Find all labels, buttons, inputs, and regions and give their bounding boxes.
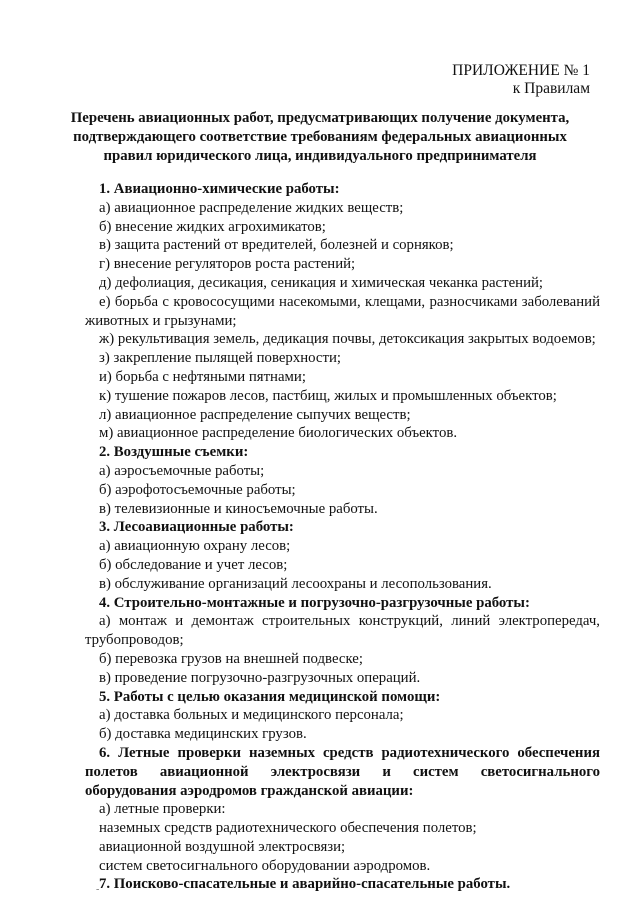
list-item: б) обследование и учет лесов;	[99, 556, 288, 573]
list-item: и) борьба с нефтяными пятнами;	[99, 368, 306, 385]
list-item: в) обслуживание организаций лесоохраны и лесопользования.	[99, 575, 492, 592]
list-item: б) внесение жидких агрохимикатов;	[99, 218, 326, 235]
list-item: систем светосигнального оборудовании аэродромов.	[99, 857, 431, 874]
section-heading-2: 2. Воздушные съемки:	[99, 444, 249, 461]
list-item: з) закрепление пылящей поверхности;	[99, 350, 341, 367]
document-body	[85, 180, 600, 894]
list-item: а) авиационное распределение жидких веществ;	[99, 199, 404, 216]
list-item: в) защита растений от вредителей, болезней и сорняков;	[99, 237, 454, 254]
list-item: б) перевозка грузов на внешней подвеске;	[99, 650, 363, 667]
list-item: б) аэрофотосъемочные работы;	[99, 481, 296, 498]
list-item: в) телевизионные и киносъемочные работы.	[99, 500, 378, 517]
section-heading-5: 5. Работы с целью оказания медицинской помощи:	[99, 688, 441, 705]
list-item: к) тушение пожаров лесов, пастбищ, жилых и промышленных объектов;	[99, 387, 557, 404]
section-heading-7: 7. Поисково-спасательные и аварийно-спасательные работы.	[99, 876, 511, 893]
annex-header	[452, 62, 590, 98]
list-item: а) доставка больных и медицинского персонала;	[99, 707, 404, 724]
section-heading-1: 1. Авиационно-химические работы:	[99, 181, 340, 197]
list-item: е) борьба с кровососущими насекомыми, клещами, разносчиками заболеваний животных и грызунами;	[85, 293, 600, 329]
list-item: авиационной воздушной электросвязи;	[99, 838, 346, 855]
section-heading-3: 3. Лесоавиационные работы:	[99, 519, 294, 536]
section-heading-6: 6. Летные проверки наземных средств радиотехнического обеспечения полетов авиационной электросвязи и систем светосигнального оборудования аэродромов гражданской авиации:	[85, 744, 600, 799]
list-item: ж) рекультивация земель, дедикация почвы, детоксикация закрытых водоемов;	[99, 331, 596, 348]
list-item: а) монтаж и демонтаж строительных конструкций, линий электропередач, трубопроводов;	[85, 613, 600, 649]
document-title: Перечень авиационных работ, предусматривающих получение документа, подтверждающего соответствие требованиям федеральных авиационных правил юридического лица, индивидуального предпринимателя	[70, 110, 570, 164]
section-heading-4: 4. Строительно-монтажные и погрузочно-разгрузочные работы:	[99, 594, 530, 611]
list-item: г) внесение регуляторов роста растений;	[99, 256, 356, 273]
annex-number: ПРИЛОЖЕНИЕ № 1	[452, 62, 590, 79]
list-item: а) авиационную охрану лесов;	[99, 538, 291, 555]
list-item: а) аэросъемочные работы;	[99, 462, 265, 479]
list-item: м) авиационное распределение биологических объектов.	[99, 425, 458, 442]
scan-mark: -	[96, 884, 100, 895]
list-item: наземных средств радиотехнического обеспечения полетов;	[99, 820, 477, 837]
list-item: а) летные проверки:	[99, 801, 226, 818]
annex-subtitle: к Правилам	[512, 80, 590, 97]
list-item: в) проведение погрузочно-разгрузочных операций.	[99, 669, 421, 686]
list-item: б) доставка медицинских грузов.	[99, 726, 307, 743]
list-item: л) авиационное распределение сыпучих веществ;	[99, 406, 411, 423]
list-item: д) дефолиация, десикация, сеникация и химическая чеканка растений;	[99, 274, 544, 291]
